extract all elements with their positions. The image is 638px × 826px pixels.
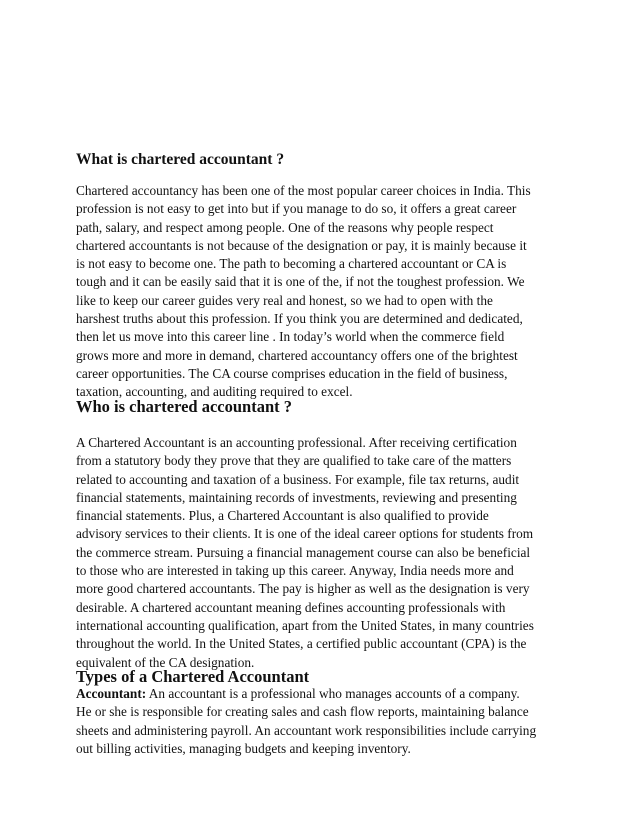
text-line: from a statutory body they prove that they are qualified to take care of the matters — [76, 453, 512, 469]
text-line: to those who are interested in taking up this career. Anyway, India needs more and — [76, 563, 514, 579]
text-line: more good chartered accountants. The pay is higher as well as the designation is very — [76, 581, 530, 597]
text-line — [76, 685, 566, 703]
text-line: like to keep our career guides very real and honest, so we had to open with the — [76, 292, 493, 308]
text-line: He or she is responsible for creating sales and cash flow reports, maintaining balance — [76, 704, 529, 720]
paragraph-what-is-ca — [76, 182, 566, 402]
text-line: throughout the world. In the United States, a certified public accountant (CPA) is the — [76, 636, 527, 652]
text-line: out billing activities, managing budgets and keeping inventory. — [76, 740, 411, 756]
text-line: Chartered accountancy has been one of the most popular career choices in India. This — [76, 183, 531, 198]
text-line: then let us move into this career line . In today’s world when the commerce field — [76, 329, 505, 345]
text-line: grows more and more in demand, chartered accountancy offers one of the brightest — [76, 347, 518, 363]
text-line: related to accounting and taxation of a business. For example, file tax returns, audit — [76, 471, 520, 487]
heading-who-is-ca: Who is chartered accountant ? — [76, 397, 293, 416]
text-line: financial statements, maintaining records of investments, reviewing and presenting — [76, 489, 517, 505]
term-definition: An accountant is a professional who manages accounts of a company. — [146, 686, 520, 701]
text-line: desirable. A chartered accountant meaning defines accounting professionals with — [76, 599, 506, 615]
text-line: is not easy to become one. The path to becoming a chartered accountant or CA is — [76, 256, 507, 272]
text-line: career opportunities. The CA course comprises education in the field of business, — [76, 365, 508, 381]
text-line: tough and it can be easily said that it is one of the, if not the toughest profession. We — [76, 274, 525, 290]
text-line: A Chartered Accountant is an accounting professional. After receiving certification — [76, 435, 517, 450]
heading-types-of-ca: Types of a Chartered Accountant — [76, 667, 310, 686]
term-accountant: Accountant: — [76, 686, 147, 701]
text-line: advisory services to their clients. It is one of the ideal career options for students from — [76, 526, 534, 542]
text-line: the commerce stream. Pursuing a financial management course can also be beneficial — [76, 544, 531, 560]
text-line: taxation, accounting, and auditing required to excel. — [76, 384, 353, 400]
text-line: profession is not easy to get into but if you manage to do so, it offers a great career — [76, 201, 517, 217]
text-line: sheets and administering payroll. An accountant work responsibilities include carrying — [76, 722, 537, 738]
text-line: international accounting qualification, apart from the United States, in many countries — [76, 617, 534, 633]
text-line: harshest truths about this profession. If you think you are determined and dedicated, — [76, 311, 523, 327]
text-line: equivalent of the CA designation. — [76, 654, 255, 670]
heading-what-is-ca: What is chartered accountant ? — [76, 151, 285, 168]
text-line: financial statements. Plus, a Chartered Accountant is also qualified to provide — [76, 508, 489, 524]
text-line: path, salary, and respect among people. One of the reasons why people respect — [76, 219, 494, 235]
paragraph-types-of-ca — [76, 685, 566, 758]
text-line: chartered accountants is not because of the designation or pay, it is mainly because it — [76, 237, 527, 253]
paragraph-who-is-ca — [76, 434, 566, 672]
